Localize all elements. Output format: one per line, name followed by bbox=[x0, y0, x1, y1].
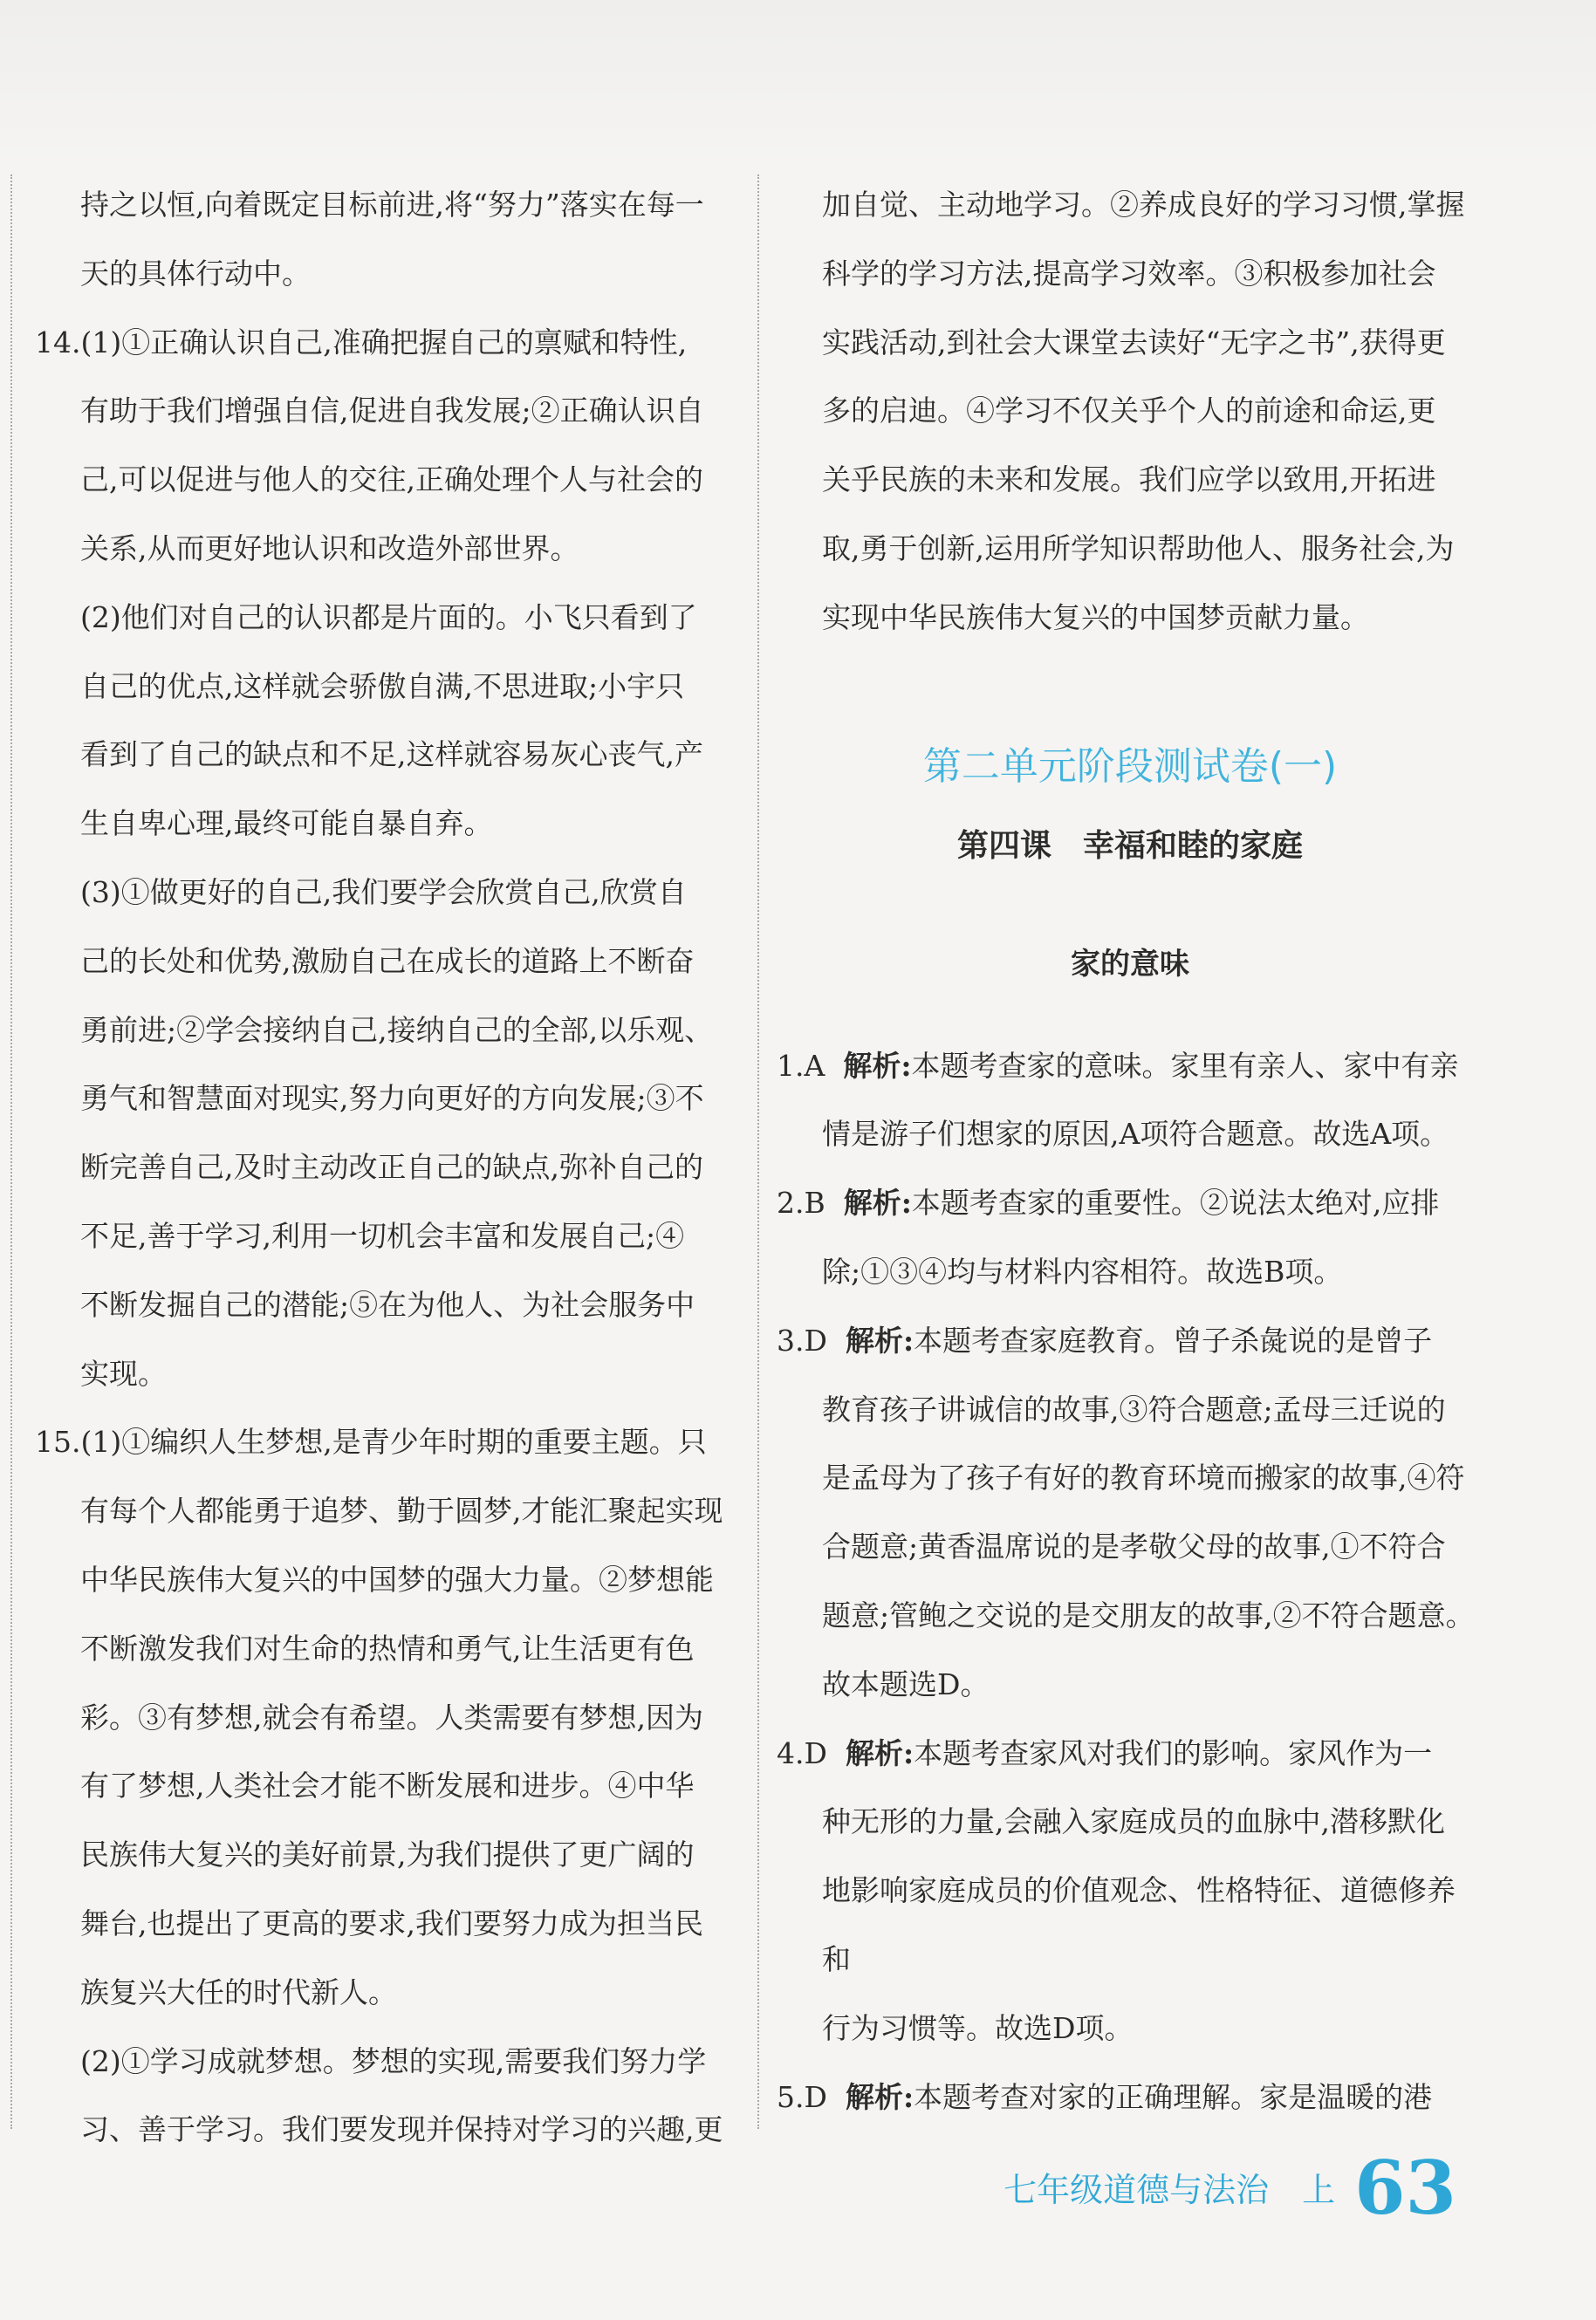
text-line: 除;①③④均与材料内容相符。故选B项。 bbox=[822, 1254, 1343, 1289]
text-line: 不足,善于学习,利用一切机会丰富和发展自己;④ bbox=[80, 1218, 685, 1253]
text-line: 勇气和智慧面对现实,努力向更好的方向发展;③不 bbox=[80, 1081, 704, 1116]
text-line: 是孟母为了孩子有好的教育环境而搬家的故事,④符 bbox=[822, 1461, 1465, 1495]
text-line: 种无形的力量,会融入家庭成员的血脉中,潜移默化 bbox=[822, 1804, 1445, 1839]
text-line: 不断发掘自己的潜能;⑤在为他人、为社会服务中 bbox=[80, 1287, 695, 1322]
left-margin-rule bbox=[10, 175, 12, 2129]
analysis-label: 解析: bbox=[845, 1735, 914, 1770]
right-column bbox=[777, 171, 1483, 2132]
text-line: 持之以恒,向着既定目标前进,将“努力”落实在每一 bbox=[80, 188, 704, 222]
analysis-label: 解析: bbox=[843, 1186, 912, 1221]
text-line: 有每个人都能勇于追梦、勤于圆梦,才能汇聚起实现 bbox=[80, 1494, 723, 1529]
text-line: 教育孩子讲诚信的故事,③符合题意;孟母三迁说的 bbox=[822, 1392, 1446, 1427]
answer-number: 5.D bbox=[777, 2079, 827, 2114]
answer-text: 本题考查家风对我们的影响。家风作为一 bbox=[914, 1735, 1433, 1770]
text-line: 有助于我们增强自信,促进自我发展;②正确认识自 bbox=[80, 394, 704, 428]
unit-title: 第二单元阶段测试卷(一) bbox=[922, 743, 1338, 789]
answer-text: 本题考查家的重要性。②说法太绝对,应排 bbox=[911, 1186, 1440, 1221]
answer-number: 2.B bbox=[777, 1186, 825, 1221]
text-line: 关系,从而更好地认识和改造外部世界。 bbox=[80, 530, 579, 565]
analysis-label: 解析: bbox=[845, 1323, 914, 1358]
answer-text: 本题考查家的意味。家里有亲人、家中有亲 bbox=[911, 1048, 1459, 1083]
text-line: 天的具体行动中。 bbox=[80, 256, 311, 291]
page-top-band bbox=[0, 0, 1596, 166]
topic-title: 家的意味 bbox=[1071, 946, 1189, 982]
text-line: 地影响家庭成员的价值观念、性格特征、道德修养和 bbox=[822, 1873, 1456, 1976]
text-line: 己,可以促进与他人的交往,正确处理个人与社会的 bbox=[80, 462, 703, 497]
page-footer bbox=[1003, 2129, 1456, 2231]
text-line: 生自卑心理,最终可能自暴自弃。 bbox=[80, 806, 493, 841]
answer-text: 本题考查家庭教育。曾子杀彘说的是曾子 bbox=[914, 1323, 1433, 1358]
text-line: 有了梦想,人类社会才能不断发展和进步。④中华 bbox=[80, 1769, 695, 1803]
answer-text: 本题考查对家的正确理解。家是温暖的港 bbox=[914, 2079, 1433, 2114]
text-line: 取,勇于创新,运用所学知识帮助他人、服务社会,为 bbox=[822, 530, 1455, 565]
text-line: 不断激发我们对生命的热情和勇气,让生活更有色 bbox=[80, 1631, 695, 1666]
lesson-title: 第四课 幸福和睦的家庭 bbox=[956, 827, 1303, 864]
text-line: 情是游子们想家的原因,A项符合题意。故选A项。 bbox=[822, 1117, 1449, 1152]
text-line: 行为习惯等。故选D项。 bbox=[822, 2010, 1134, 2045]
answer-5-line bbox=[777, 2063, 1483, 2132]
analysis-label: 解析: bbox=[843, 1048, 912, 1083]
text-line: 自己的优点,这样就会骄傲自满,不思进取;小宇只 bbox=[80, 668, 685, 703]
text-line: 彩。③有梦想,就会有希望。人类需要有梦想,因为 bbox=[80, 1700, 703, 1735]
text-line: (3)①做更好的自己,我们要学会欣赏自己,欣赏自 bbox=[80, 874, 687, 909]
analysis-label: 解析: bbox=[845, 2079, 914, 2114]
text-line: 己的长处和优势,激励自己在成长的道路上不断奋 bbox=[80, 943, 695, 978]
text-line: 加自觉、主动地学习。②养成良好的学习习惯,掌握 bbox=[822, 188, 1465, 222]
column-divider bbox=[757, 175, 759, 2129]
text-line: 实践活动,到社会大课堂去读好“无字之书”,获得更 bbox=[822, 325, 1446, 359]
text-line: (2)他们对自己的认识都是片面的。小飞只看到了 bbox=[80, 599, 697, 634]
answer-number: 4.D bbox=[777, 1735, 827, 1770]
text-line: 民族伟大复兴的美好前景,为我们提供了更广阔的 bbox=[80, 1838, 695, 1872]
text-line: 题意;管鲍之交说的是交朋友的故事,②不符合题意。 bbox=[822, 1598, 1475, 1632]
text-line: 合题意;黄香温席说的是孝敬父母的故事,①不符合 bbox=[822, 1530, 1446, 1564]
text-line: 实现。 bbox=[80, 1356, 167, 1391]
text-line: 断完善自己,及时主动改正自己的缺点,弥补自己的 bbox=[80, 1150, 703, 1185]
text-line: 多的启迪。④学习不仅关乎个人的前途和命运,更 bbox=[822, 394, 1436, 428]
text-line: 中华民族伟大复兴的中国梦的强大力量。②梦想能 bbox=[80, 1562, 714, 1597]
text-line: 关乎民族的未来和发展。我们应学以致用,开拓进 bbox=[822, 462, 1436, 497]
text-line: 习、善于学习。我们要发现并保持对学习的兴趣,更 bbox=[80, 2112, 723, 2147]
text-line: 故本题选D。 bbox=[822, 1666, 990, 1701]
answer-2-line bbox=[777, 1169, 1483, 1238]
question-14-line: 14.(1)①正确认识自己,准确把握自己的禀赋和特性, bbox=[35, 325, 688, 359]
answer-3-line bbox=[777, 1307, 1483, 1376]
answer-4-line bbox=[777, 1720, 1483, 1789]
text-line: (2)①学习成就梦想。梦想的实现,需要我们努力学 bbox=[80, 2043, 707, 2078]
text-line: 看到了自己的缺点和不足,这样就容易灰心丧气,产 bbox=[80, 737, 703, 772]
footer-subject: 七年级道德与法治 上 bbox=[1003, 2171, 1336, 2209]
page-number: 63 bbox=[1354, 2145, 1456, 2231]
text-line: 科学的学习方法,提高学习效率。③积极参加社会 bbox=[822, 256, 1436, 291]
text-line: 勇前进;②学会接纳自己,接纳自己的全部,以乐观、 bbox=[80, 1012, 714, 1047]
text-line: 实现中华民族伟大复兴的中国梦贡献力量。 bbox=[822, 599, 1369, 634]
text-line: 族复兴大任的时代新人。 bbox=[80, 1974, 397, 2009]
question-15-line: 15.(1)①编织人生梦想,是青少年时期的重要主题。只 bbox=[35, 1425, 707, 1460]
answer-1-line bbox=[777, 1032, 1483, 1101]
answer-number: 1.A bbox=[777, 1048, 825, 1083]
text-line: 舞台,也提出了更高的要求,我们要努力成为担当民 bbox=[80, 1906, 703, 1940]
answer-number: 3.D bbox=[777, 1323, 827, 1358]
left-column bbox=[35, 171, 742, 2165]
